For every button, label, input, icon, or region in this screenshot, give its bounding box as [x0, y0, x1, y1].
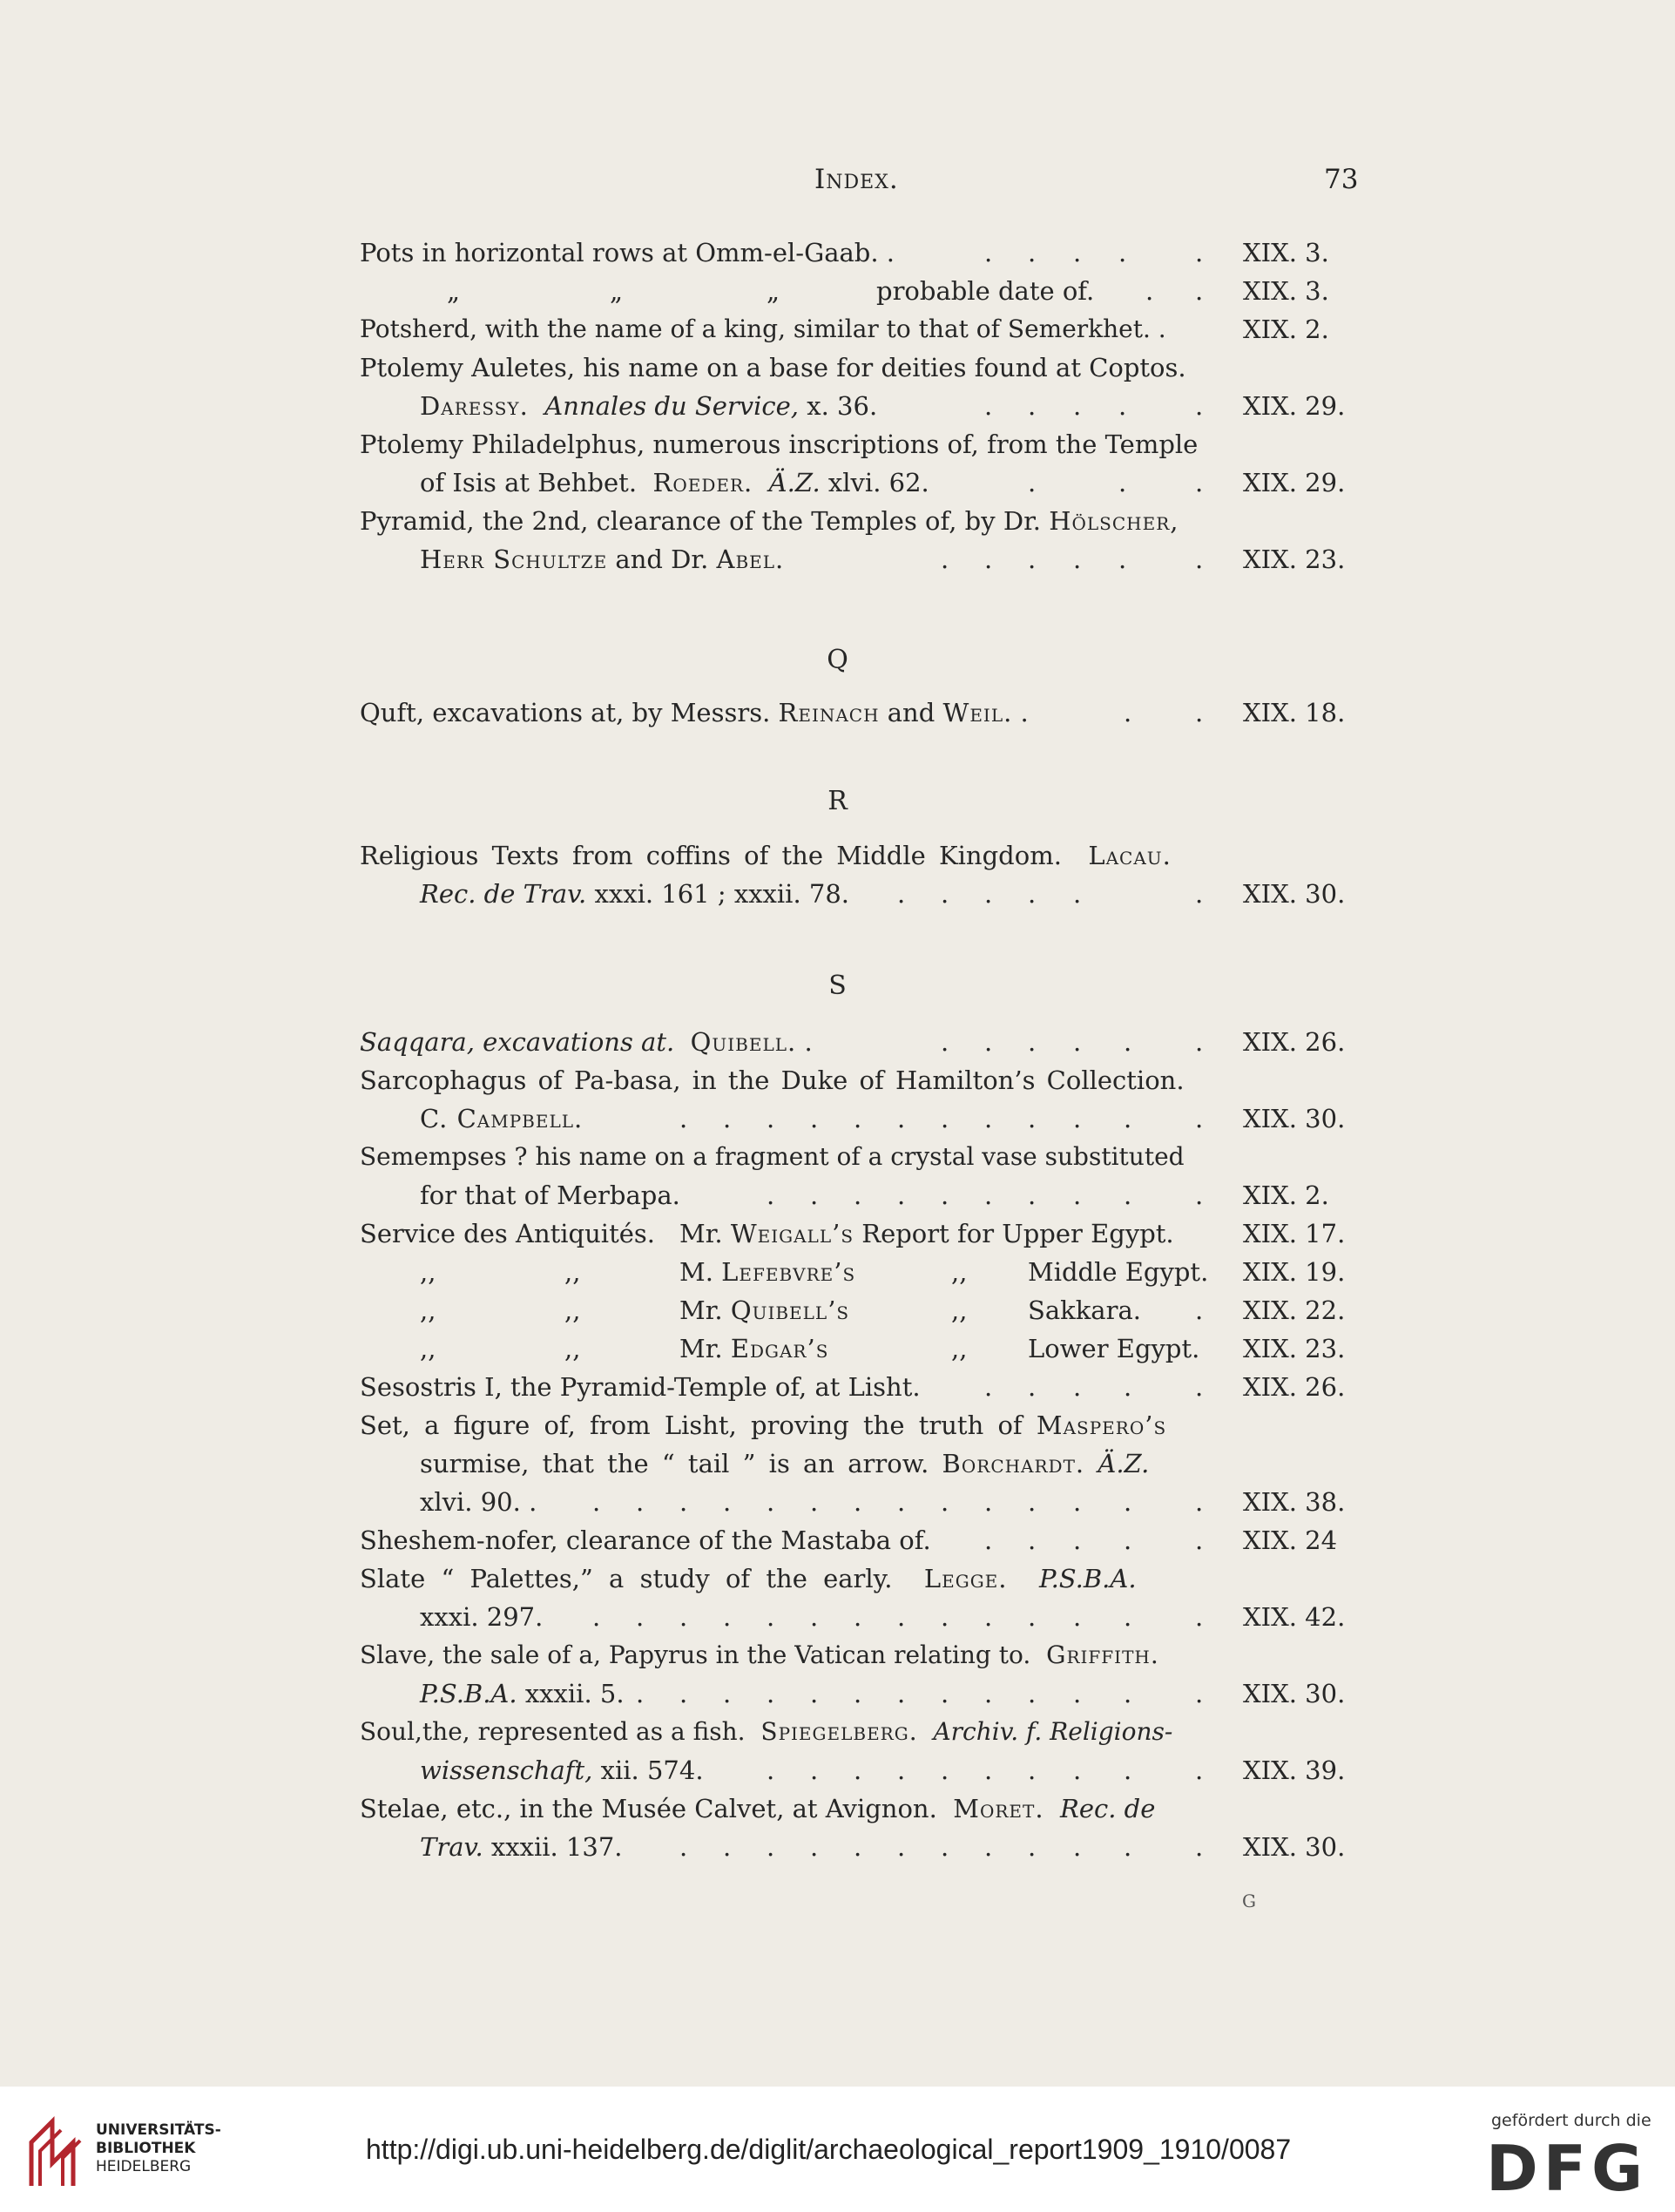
volume-reference: XIX. 26.	[1243, 1027, 1346, 1057]
author-name: Borchardt.	[942, 1449, 1085, 1478]
author-name: Spiegelberg.	[760, 1717, 918, 1746]
volume-reference: XIX. 30.	[1243, 879, 1346, 909]
index-entry: Trav. xxxii. 137. . . . . . . . . . . . . XIX. 30.	[0, 1828, 1675, 1866]
work-title: Annales du Service,	[544, 391, 800, 421]
index-entry: Quft, excavations at, by Messrs. Reinach and Weil. . . . XIX. 18.	[0, 693, 1675, 732]
index-entry: of Isis at Behbet. Roeder. Ä.Z. xlvi. 62. . . . XIX. 29.	[0, 463, 1675, 502]
volume-reference: XIX. 30.	[1243, 1104, 1346, 1133]
volume-reference: XIX. 18.	[1243, 698, 1346, 727]
section-letter: Q	[827, 645, 848, 675]
index-entry: xxxi. 297. . . . . . . . . . . . . . . XIX. 42.	[0, 1598, 1675, 1636]
index-entry: Semempses ? his name on a fragment of a crystal vase substituted	[360, 1142, 1185, 1171]
dot-leader: . . . . . . . . . .	[767, 1180, 1204, 1210]
volume-reference: XIX. 22.	[1243, 1295, 1346, 1325]
index-entry: Daressy. Annales du Service, x. 36. . . . . . XIX. 29.	[0, 387, 1675, 425]
work-title: Rec. de	[1060, 1794, 1156, 1823]
author-name: Edgar’s	[730, 1334, 829, 1363]
author-name: Abel.	[716, 545, 785, 574]
dot-leader: . . . . . . . . . . . . .	[636, 1679, 1204, 1708]
author-name: Herr Schultze	[420, 545, 608, 574]
dot-leader: . . . . .	[984, 238, 1204, 267]
dot-leader: . . . . . . . . . . . . . .	[592, 1602, 1204, 1632]
section-letter: R	[827, 786, 848, 816]
dot-leader: . . .	[1028, 468, 1204, 497]
index-entry: xlvi. 90. . . . . . . . . . . . . . . . XIX. 38.	[0, 1483, 1675, 1521]
volume-reference: XIX. 24	[1243, 1525, 1338, 1555]
index-entry: Slate “ Palettes,” a study of the early. Legge. P.S.B.A.	[360, 1564, 1137, 1593]
index-entry: surmise, that the “ tail ” is an arrow. Borchardt. Ä.Z.	[420, 1449, 1150, 1478]
volume-reference: XIX. 38.	[1243, 1487, 1346, 1517]
index-entry: Set, a figure of, from Lisht, proving the truth of Maspero’s	[360, 1410, 1167, 1440]
index-entry: ,, ,, Mr. Edgar’s ,, Lower Egypt. XIX. 23.	[0, 1329, 1675, 1368]
work-title: wissenschaft,	[420, 1755, 593, 1785]
index-entry: for that of Merbapa. . . . . . . . . . . XIX. 2.	[0, 1176, 1675, 1214]
author-name: Moret.	[953, 1794, 1044, 1823]
university-library-logo-icon	[19, 2109, 89, 2189]
dot-leader: . . . . . . . . . .	[767, 1755, 1204, 1785]
index-entry: Stelae, etc., in the Musée Calvet, at Avignon. Moret. Rec. de	[360, 1794, 1156, 1823]
volume-reference: XIX. 39.	[1243, 1755, 1346, 1785]
index-entry: Sesostris I, the Pyramid-Temple of, at Lisht. . . . . . XIX. 26.	[0, 1368, 1675, 1406]
dot-leader: . . . . . .	[897, 879, 1204, 909]
index-entry: Pyramid, the 2nd, clearance of the Temples of, by Dr. Hölscher,	[360, 506, 1179, 536]
author-name: Roeder.	[652, 468, 753, 497]
author-name: C. Campbell.	[420, 1104, 584, 1133]
volume-reference: XIX. 19.	[1243, 1257, 1346, 1287]
index-entry: Religious Texts from coffins of the Middle Kingdom. Lacau.	[360, 841, 1172, 870]
index-entry: Sarcophagus of Pa-basa, in the Duke of Hamilton’s Collection.	[360, 1065, 1185, 1095]
index-entry: Sheshem-nofer, clearance of the Mastaba of. . . . . . XIX. 24	[0, 1521, 1675, 1559]
dot-leader: . . . . . .	[941, 1027, 1204, 1057]
index-entry: Service des Antiquités. Mr. Weigall’s Report for Upper Egypt. XIX. 17.	[0, 1214, 1675, 1253]
dot-leader: . . . . .	[984, 1372, 1204, 1402]
funding-note: gefördert durch die	[1491, 2111, 1651, 2130]
index-entry	[0, 1099, 1675, 1138]
volume-reference: XIX. 23.	[1243, 545, 1346, 574]
volume-reference: XIX. 3.	[1243, 276, 1329, 306]
running-title: Index.	[814, 164, 899, 195]
index-entry: ,, ,, M. Lefebvre’s ,, Middle Egypt. XIX. 19.	[0, 1253, 1675, 1291]
volume-reference: XIX. 30.	[1243, 1832, 1346, 1862]
author-name: Legge.	[923, 1564, 1008, 1593]
index-entry: wissenschaft, xii. 574. . . . . . . . . . . XIX. 39.	[0, 1751, 1675, 1789]
index-entry: Herr Schultze and Dr. Abel. . . . . . . XIX. 23.	[0, 540, 1675, 578]
author-name: Lacau.	[1088, 841, 1172, 870]
volume-reference: XIX. 2.	[1243, 1180, 1329, 1210]
work-title: P.S.B.A.	[1038, 1564, 1137, 1593]
volume-reference: XIX. 29.	[1243, 468, 1346, 497]
dot-leader: . . . . . . . . . . . .	[679, 1832, 1204, 1862]
author-name: Weil.	[942, 698, 1013, 727]
work-title: P.S.B.A.	[420, 1679, 517, 1708]
author-name: Quibell’s	[730, 1295, 850, 1325]
dot-leader: . . . . . . . . . . . .	[679, 1104, 1204, 1133]
volume-reference: XIX. 30.	[1243, 1679, 1346, 1708]
volume-reference: XIX. 29.	[1243, 391, 1346, 421]
section-letter: S	[828, 971, 847, 1001]
index-entry: P.S.B.A. xxxii. 5. . . . . . . . . . . . . . XIX. 30.	[0, 1674, 1675, 1713]
index-entry: „ „ „ probable date of. . . XIX. 3.	[0, 272, 1675, 310]
dot-leader: . . . . . .	[941, 545, 1204, 574]
volume-reference: XIX. 42.	[1243, 1602, 1346, 1632]
author-name: Quibell.	[690, 1027, 797, 1057]
index-entry: Ptolemy Auletes, his name on a base for deities found at Coptos.	[360, 353, 1186, 382]
page-number: 73	[1324, 164, 1359, 195]
author-name: Daressy.	[420, 391, 529, 421]
volume-reference: XIX. 3.	[1243, 238, 1329, 267]
author-name: Maspero’s	[1036, 1410, 1167, 1440]
work-title: Saqqara, excavations at.	[360, 1027, 675, 1057]
dot-leader: . . . . .	[984, 391, 1204, 421]
dfg-logo: DFG	[1486, 2132, 1649, 2205]
dot-leader: . .	[1124, 698, 1204, 727]
work-title: Archiv. f. Religions-	[933, 1717, 1173, 1746]
index-entry: ,, ,, Mr. Quibell’s ,, Sakkara. . XIX. 22.	[0, 1291, 1675, 1329]
digitization-footer	[0, 2087, 1675, 2212]
permalink-url[interactable]: http://digi.ub.uni-heidelberg.de/diglit/archaeological_report1909_1910/0087	[366, 2134, 1292, 2165]
volume-reference: XIX. 2.	[1243, 315, 1329, 344]
work-title: Ä.Z.	[1098, 1449, 1150, 1478]
dot-leader: . .	[1145, 276, 1204, 306]
library-name: UNIVERSITÄTS- BIBLIOTHEK HEIDELBERG	[96, 2121, 221, 2175]
dot-leader: . . . . . . . . . . . . . .	[592, 1487, 1204, 1517]
author-name: Weigall’s	[730, 1219, 854, 1248]
volume-reference: XIX. 23.	[1243, 1334, 1346, 1363]
index-entry: Potsherd, with the name of a king, similar to that of Semerkhet. . XIX. 2.	[0, 310, 1675, 348]
index-entry: Saqqara, excavations at. Quibell. . . . . . . . XIX. 26.	[0, 1023, 1675, 1061]
index-entry: Rec. de Trav. xxxi. 161 ; xxxii. 78. . . . . . . XIX. 30.	[0, 875, 1675, 913]
index-entry: Soul,the, represented as a fish. Spiegelberg. Archiv. f. Religions-	[360, 1717, 1173, 1746]
author-name: Griffith.	[1046, 1640, 1159, 1669]
dot-leader: .	[1195, 1295, 1204, 1325]
author-name: Hölscher,	[1049, 506, 1179, 536]
signature-mark: G	[1242, 1891, 1256, 1911]
index-entry: Pots in horizontal rows at Omm-el-Gaab. . . . . . . XIX. 3.	[0, 233, 1675, 272]
work-title: Ä.Z.	[768, 468, 821, 497]
work-title: Trav.	[420, 1832, 483, 1862]
index-entry: Slave, the sale of a, Papyrus in the Vatican relating to. Griffith.	[360, 1640, 1159, 1669]
author-name: Reinach	[778, 698, 880, 727]
author-name: Lefebvre’s	[721, 1257, 856, 1287]
volume-reference: XIX. 26.	[1243, 1372, 1346, 1402]
dot-leader: . . . . .	[984, 1525, 1204, 1555]
volume-reference: XIX. 17.	[1243, 1219, 1346, 1248]
index-entry: Ptolemy Philadelphus, numerous inscriptions of, from the Temple	[360, 430, 1199, 459]
work-title: Rec. de Trav.	[420, 879, 587, 909]
